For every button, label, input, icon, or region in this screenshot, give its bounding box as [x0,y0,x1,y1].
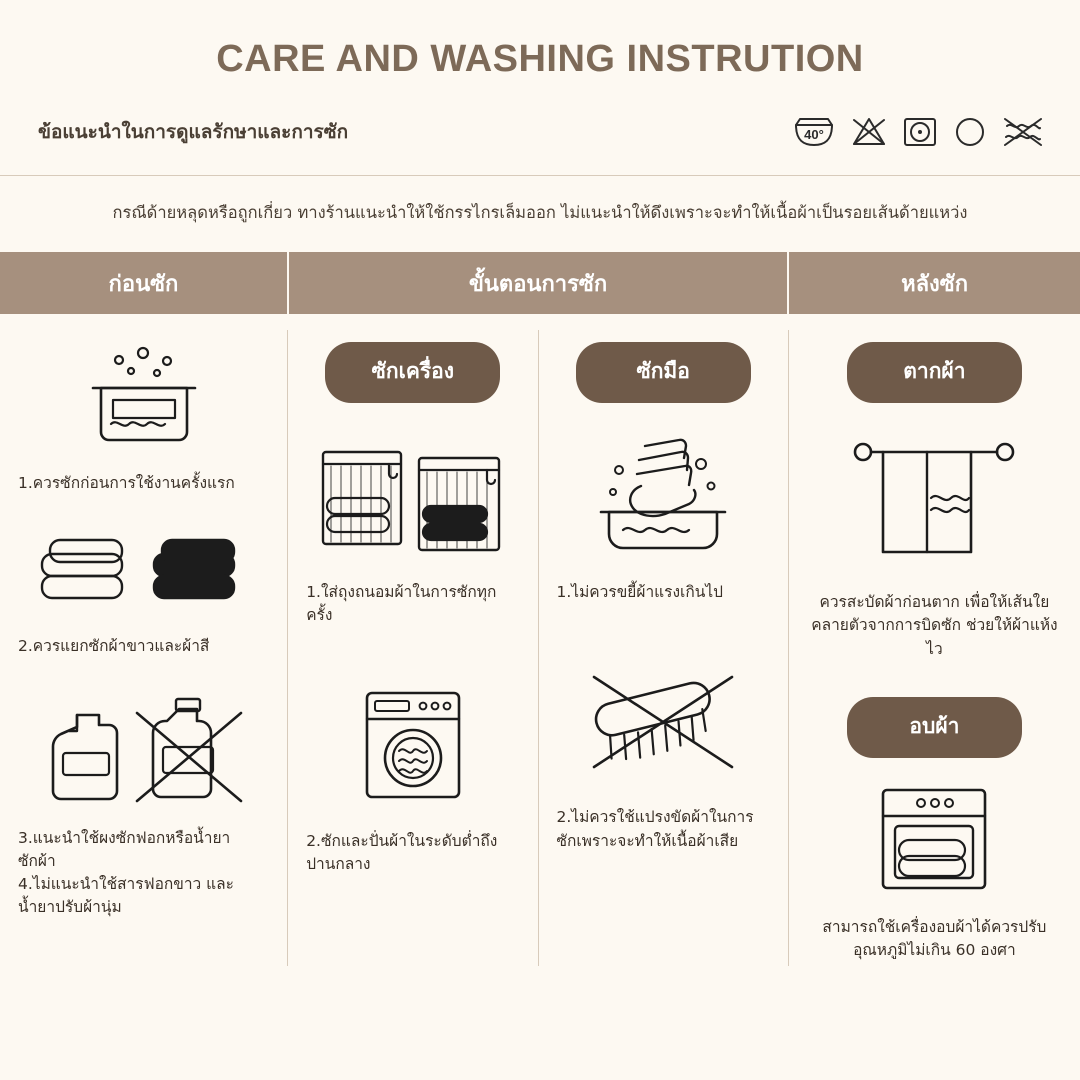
hand-wash-basin-icon [557,421,770,571]
column-headers [0,252,1080,314]
subheader-row [0,81,1080,149]
before-item-4-text-line1: 4.ไม่แนะนำใช้สารฟอกขาว และ [18,875,235,893]
general-note: กรณีด้ายหลุดหรือถูกเกี่ยว ทางร้านแนะนำให้ใช้กรรไกรเล็มออก ไม่แนะนำให้ดึงเพราะจะทำให้เนื้อผ้าเป็นรอยเส้นด้ายแหว่ง [112,203,968,222]
dryer-machine-icon [807,776,1062,904]
machine-wash-item-2-text: 2.ซักและปั่นผ้าในระดับต่ำถึงปานกลาง [306,831,498,873]
machine-wash-pill: ซักเครื่อง [325,342,500,403]
hand-wash-item-1-text: 1.ไม่ควรขยี้ผ้าแรงเกินไป [556,583,723,601]
folded-towels-white-dark-icon [18,505,269,625]
dry-icon [952,115,988,149]
washing-machine-icon [306,670,519,820]
column-machine-wash [288,314,537,980]
page-title: CARE AND WASHING INSTRUTION [216,38,864,80]
before-item-4-text-line2: น้ำยาปรับผ้านุ่ม [18,898,122,917]
before-item-3-text-line1: 3.แนะนำใช้ผงซักฟอกหรือน้ำยา [18,828,231,847]
column-hand-wash [539,314,788,980]
before-item-2-text: 2.ควรแยกซักผ้าขาวและผ้าสี [18,637,210,656]
hang-dry-pill: ตากผ้า [847,342,1022,403]
hand-wash-item-2-text: 2.ไม่ควรใช้แปรงขัดผ้าในการซักเพราะจะทำให้เนื้อผ้าเสีย [556,808,754,850]
svg-text:40°: 40° [804,127,824,142]
towel-hanging-rail-icon [807,427,1062,577]
tumble-dry-low-icon [902,115,938,149]
band-after-wash: หลังซัก [789,252,1080,314]
laundry-bags-icon [306,421,519,571]
hand-wash-pill: ซักมือ [576,342,751,403]
tumble-dry-pill: อบผ้า [847,697,1022,758]
hang-dry-text: ควรสะบัดผ้าก่อนตาก เพื่อให้เส้นใยคลายตัวจากการบิดซัก ช่วยให้ผ้าแห้งไว [811,593,1058,658]
column-after-wash [789,314,1080,980]
do-not-bleach-icon [850,115,888,149]
band-wash-process: ขั้นตอนการซัก [289,252,787,314]
detergent-no-bleach-icon [18,681,269,821]
care-symbols-group [792,115,1044,149]
columns-body [0,314,1080,980]
wash-40-degrees-icon [792,115,836,149]
tumble-dry-text: สามารถใช้เครื่องอบผ้าได้ควรปรับอุณหภูมิไม่เกิน 60 องศา [822,917,1047,959]
band-before-wash: ก่อนซัก [0,252,287,314]
soak-basin-icon [18,336,269,462]
machine-wash-item-1-text: 1.ใส่ถุงถนอมผ้าในการซักทุกครั้ง [306,583,497,625]
subtitle-thai: ข้อแนะนำในการดูแลรักษาและการซัก [38,121,349,143]
before-item-3-text-line2: ซักผ้า [18,851,56,870]
before-item-1-text: 1.ควรซักก่อนการใช้งานครั้งแรก [18,474,235,492]
do-not-wring-icon [1002,115,1044,149]
no-brush-icon [557,646,770,796]
column-before-wash [0,314,287,980]
